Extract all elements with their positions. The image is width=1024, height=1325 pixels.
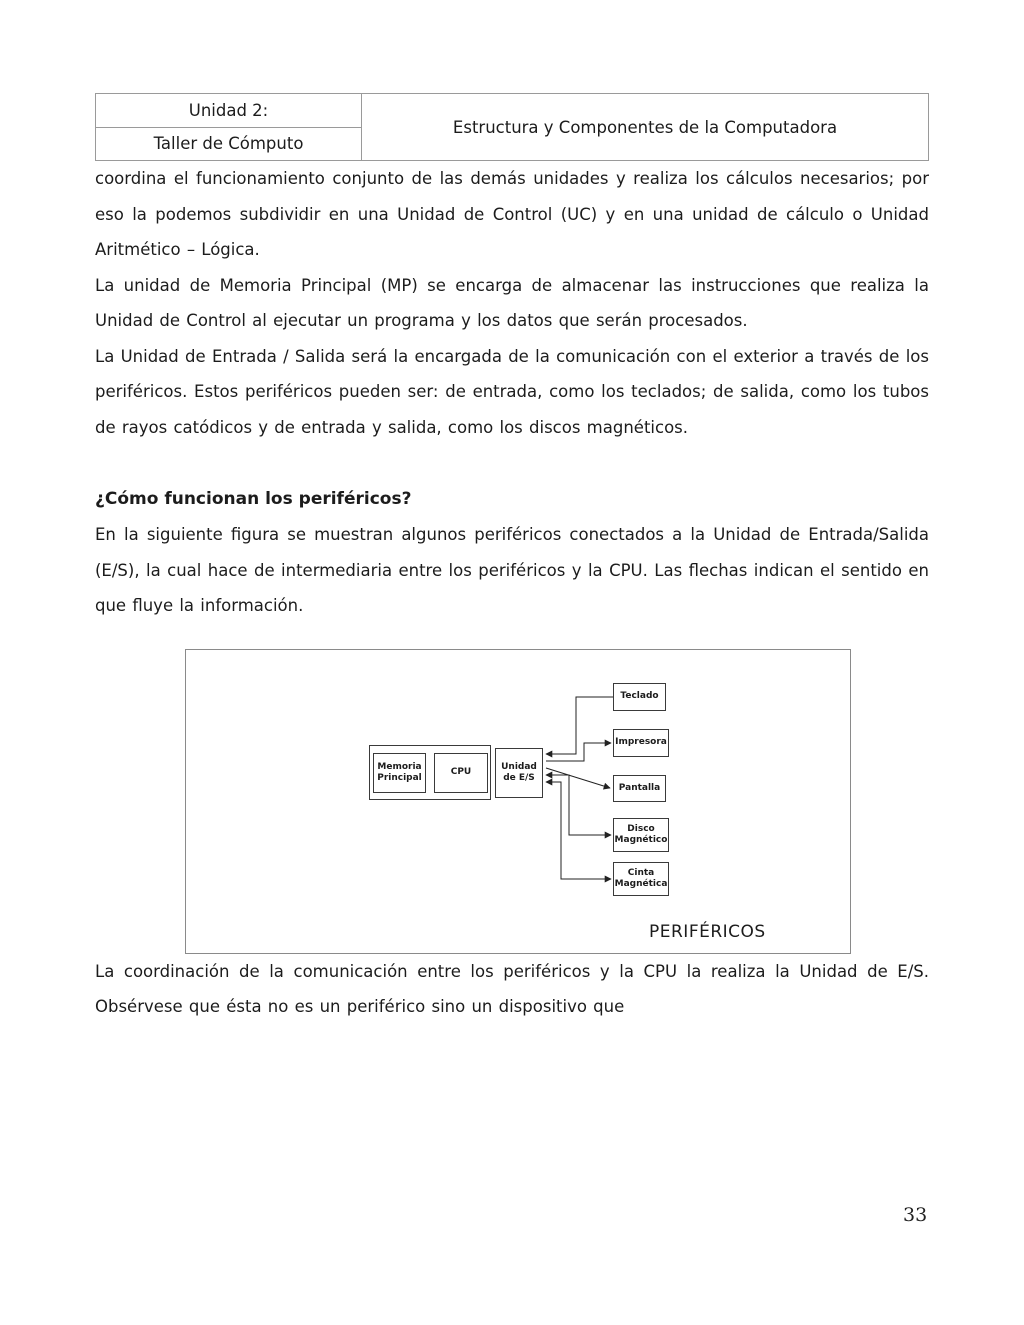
- cpu-label: CPU: [450, 767, 472, 777]
- impresora-label: Impresora: [615, 737, 667, 747]
- es-label-line2: de E/S: [503, 772, 535, 783]
- figure-diagram: [185, 649, 851, 954]
- teclado-label: Teclado: [620, 691, 659, 701]
- memoria-principal-box: [373, 753, 426, 793]
- connector-lines: [186, 650, 852, 955]
- es-label-line1: Unidad: [501, 761, 537, 772]
- document-body: [95, 161, 929, 1025]
- unidad-es-box: [495, 748, 543, 798]
- disco-label-line2: Magnético: [614, 834, 668, 845]
- header-unit-column: [96, 94, 362, 160]
- paragraph-3: La Unidad de Entrada / Salida será la encargada de la comunicación con el exterior a través de los periféricos. Estos periféricos pueden ser: de entrada, como los teclados; de salida, como los tubos de rayos catódicos y de entrada y salida, como los discos magnéticos.: [95, 346, 929, 437]
- pantalla-box: [613, 775, 666, 802]
- paragraph-5: La coordinación de la comunicación entre los periféricos y la CPU la realiza la Unidad de E/S. Obsérvese que ésta no es un periférico sino un dispositivo que: [95, 961, 929, 1016]
- perifericos-label: PERIFÉRICOS: [649, 921, 766, 942]
- cpu-box: [434, 753, 488, 793]
- memoria-label-line1: Memoria: [377, 761, 422, 772]
- paragraph-1: coordina el funcionamiento conjunto de las demás unidades y realiza los cálculos necesarios; por eso la podemos subdividir en una Unidad de Control (UC) y en una unidad de cálculo o Unidad Aritmético – Lógica.: [95, 169, 929, 259]
- course-label: Taller de Cómputo: [153, 134, 304, 154]
- chapter-title: Estructura y Componentes de la Computadora: [452, 117, 838, 137]
- teclado-box: [613, 683, 666, 711]
- pantalla-label: Pantalla: [618, 782, 661, 793]
- cinta-label-line1: Cinta: [627, 867, 655, 878]
- memoria-label-line2: Principal: [377, 772, 422, 783]
- page-number: 33: [903, 1204, 928, 1226]
- paragraph-4: En la siguiente figura se muestran algunos periféricos conectados a la Unidad de Entrada/Salida (E/S), la cual hace de intermediaria entre los periféricos y la CPU. Las flechas indican el sentido en que fluye la información.: [95, 525, 929, 615]
- cinta-label-line2: Magnética: [614, 878, 668, 889]
- header-table: [95, 93, 929, 161]
- disco-magnetico-box: [613, 818, 669, 852]
- cinta-magnetica-box: [613, 862, 669, 896]
- unit-label: Unidad 2:: [96, 94, 361, 128]
- paragraph-2: La unidad de Memoria Principal (MP) se encarga de almacenar las instrucciones que realiza la Unidad de Control al ejecutar un programa y los datos que serán procesados.: [95, 275, 929, 330]
- disco-label-line1: Disco: [627, 823, 655, 834]
- impresora-box: [613, 729, 669, 757]
- section-heading: ¿Cómo funcionan los periféricos?: [95, 489, 412, 509]
